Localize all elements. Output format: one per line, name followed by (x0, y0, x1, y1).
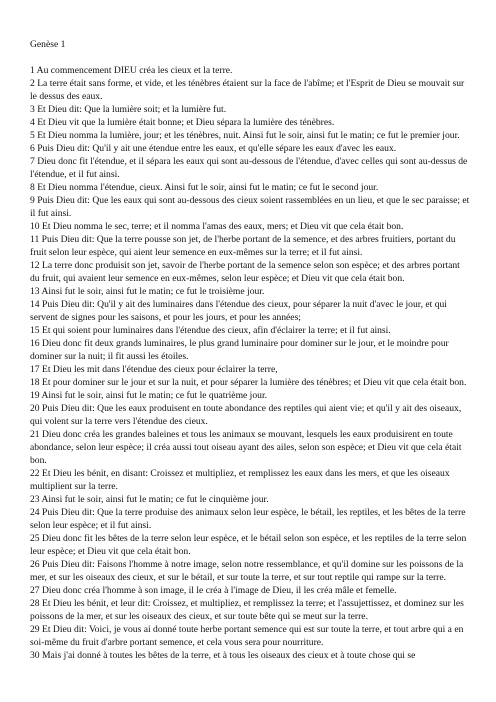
verse-16: 16 Dieu donc fit deux grands luminaires, le plus grand luminaire pour dominer sur le jour, et le moindre pour dominer sur la nuit; il fit aussi les étoiles. (30, 338, 449, 362)
verse-18: 18 Et pour dominer sur le jour et sur la nuit, et pour séparer la lumière des ténèbres; et Dieu vit que cela était bon. (30, 377, 467, 388)
verse-3: 3 Et Dieu dit: Que la lumière soit; et la lumière fut. (30, 104, 227, 115)
verse-20: 20 Puis Dieu dit: Que les eaux produisent en toute abondance des reptiles qui aient vie; et qu'il y ait des oiseaux, qui volent sur la terre vers l'étendue des cieux. (30, 403, 462, 427)
verse-19: 19 Ainsi fut le soir, ainsi fut le matin; ce fut le quatrième jour. (30, 390, 268, 401)
verse-25: 25 Dieu donc fit les bêtes de la terre selon leur espèce, et le bétail selon son espèce, et les reptiles de la terre selon leur espèce; et Dieu vit que cela était bon. (30, 533, 467, 557)
verse-6: 6 Puis Dieu dit: Qu'il y ait une étendue entre les eaux, et qu'elle sépare les eaux d'avec les eaux. (30, 143, 397, 154)
chapter-title: Genèse 1 (30, 39, 66, 50)
verse-13: 13 Ainsi fut le soir, ainsi fut le matin; ce fut le troisième jour. (30, 286, 265, 297)
verse-list (30, 64, 470, 662)
verse-21: 21 Dieu donc créa les grandes baleines et tous les animaux se mouvant, lesquels les eaux produisirent en toute abondance, selon leur espèce; il créa aussi tout oiseau ayant des ailes, selon son espèce; et Dieu vit que cela était bon. (30, 429, 462, 466)
verse-22: 22 Et Dieu les bénit, en disant: Croissez et multipliez, et remplissez les eaux dans les mers, et que les oiseaux multiplient sur la terre. (30, 468, 450, 492)
verse-1: 1 Au commencement DIEU créa les cieux et la terre. (30, 65, 233, 76)
verse-2: 2 La terre était sans forme, et vide, et les ténèbres étaient sur la face de l'abîme; et l'Esprit de Dieu se mouvait sur le dessus des eaux. (30, 78, 465, 102)
verse-27: 27 Dieu donc créa l'homme à son image, il le créa à l'image de Dieu, il les créa mâle et femelle. (30, 585, 397, 596)
verse-15: 15 Et qui soient pour luminaires dans l'étendue des cieux, afin d'éclairer la terre; et il fut ainsi. (30, 325, 391, 336)
verse-5: 5 Et Dieu nomma la lumière, jour; et les ténèbres, nuit. Ainsi fut le soir, ainsi fut le matin; ce fut le premier jour. (30, 130, 460, 141)
verse-12: 12 La terre donc produisit son jet, savoir de l'herbe portant de la semence selon son espèce; et des arbres portant du fruit, qui avaient leur semence en eux-mêmes, selon leur espèce; et Dieu vit que cela était bon. (30, 260, 460, 284)
verse-24: 24 Puis Dieu dit: Que la terre produise des animaux selon leur espèce, le bétail, les reptiles, et les bêtes de la terre selon leur espèce; et il fut ainsi. (30, 507, 466, 531)
verse-28: 28 Et Dieu les bénit, et leur dit: Croissez, et multipliez, et remplissez la terre; et l'assujettissez, et dominez sur les poissons de la mer, et sur les oiseaux des cieux, et sur toute bête qui se meut sur la terre. (30, 598, 464, 622)
verse-26: 26 Puis Dieu dit: Faisons l'homme à notre image, selon notre ressemblance, et qu'il domine sur les poissons de la mer, et sur les oiseaux des cieux, et sur le bétail, et sur toute la terre, et sur tout reptile qui rampe sur la terre. (30, 559, 464, 583)
verse-29: 29 Et Dieu dit: Voici, je vous ai donné toute herbe portant semence qui est sur toute la terre, et tout arbre qui a en soi-même du fruit d'arbre portant semence, et cela vous sera pour nourriture. (30, 624, 464, 648)
verse-23: 23 Ainsi fut le soir, ainsi fut le matin; ce fut le cinquième jour. (30, 494, 269, 505)
verse-10: 10 Et Dieu nomma le sec, terre; et il nomma l'amas des eaux, mers; et Dieu vit que cela était bon. (30, 221, 404, 232)
verse-8: 8 Et Dieu nomma l'étendue, cieux. Ainsi fut le soir, ainsi fut le matin; ce fut le second jour. (30, 182, 379, 193)
verse-11: 11 Puis Dieu dit: Que la terre pousse son jet, de l'herbe portant de la semence, et des arbres fruitiers, portant du fruit selon leur espèce, qui aient leur semence en eux-mêmes sur la terre; et il fut ainsi. (30, 234, 456, 258)
verse-9: 9 Puis Dieu dit: Que les eaux qui sont au-dessous des cieux soient rassemblées en un lieu, et que le sec paraisse; et il fut ainsi. (30, 195, 470, 219)
document-page (30, 38, 470, 662)
verse-30: 30 Mais j'ai donné à toutes les bêtes de la terre, et à tous les oiseaux des cieux et à toute chose qui se (30, 650, 416, 661)
verse-7: 7 Dieu donc fit l'étendue, et il sépara les eaux qui sont au-dessous de l'étendue, d'avec celles qui sont au-dessus de l'étendue, et il fut ainsi. (30, 156, 468, 180)
verse-17: 17 Et Dieu les mit dans l'étendue des cieux pour éclairer la terre, (30, 364, 278, 375)
verse-14: 14 Puis Dieu dit: Qu'il y ait des luminaires dans l'étendue des cieux, pour séparer la nuit d'avec le jour, et qui servent de signes pour les saisons, et pour les jours, et pour les années; (30, 299, 447, 323)
verse-4: 4 Et Dieu vit que la lumière était bonne; et Dieu sépara la lumière des ténèbres. (30, 117, 335, 128)
